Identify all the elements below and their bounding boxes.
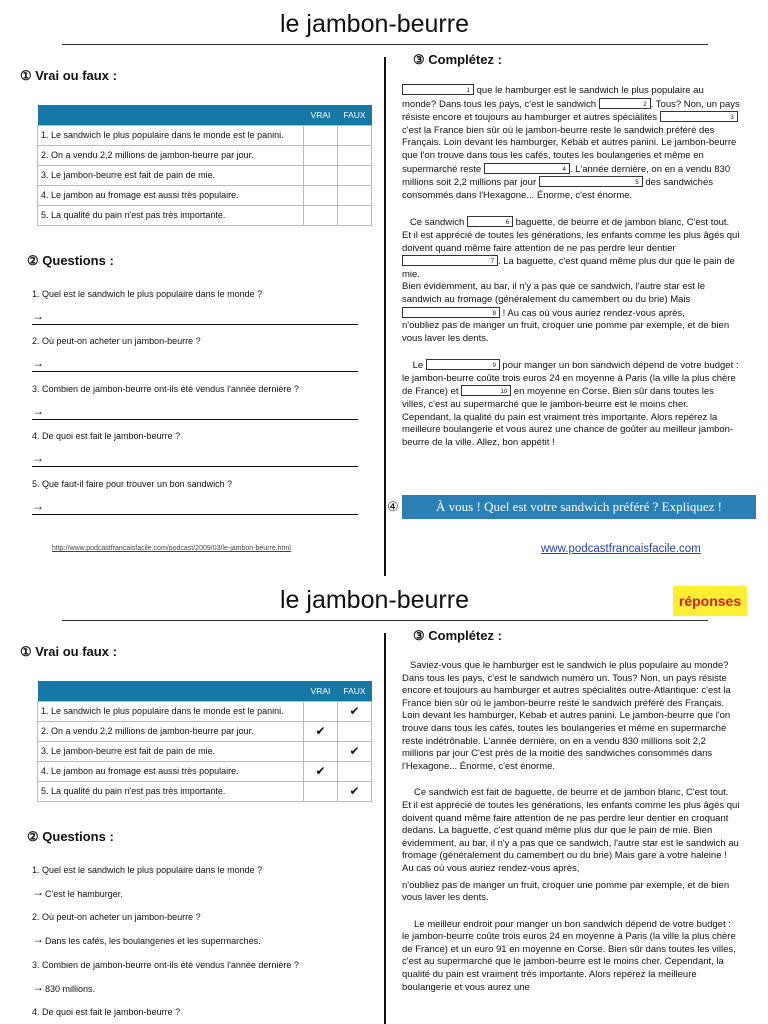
cloze-text: 1 que le hamburger est le sandwich le plus populaire au monde? Dans tous les pays, c'est le sandwich 2 . Tous? Non, un pays résiste encore et toujours au hamburger et autres spécialités 3 c'est la France bien sûr où le jambon-beurre reste le sandwich préféré des Français. Loin devant les hamburger, Kebab et autres panini. Le jambon-beurre que l'on trouve dans tous les cafés, toutes les boulangeries et même en supermarché reste 4 . L'année dernière, on en a vendu 830 millions soit 2,2 millions par jour 5 des sandwiches consommés dans l'Hexagone... Énorme, c'est énorme. Ce sandwich 6 baguette, de beurre et de jambon blanc, C'est tout. Et il est apprécié de toutes les générations, les enfants comme les plus âgés qui doivent quand même faire attention de ne pas perdre leur dentier 7 . La baguette, c'est quand même plus dur que le pain de mie. Bien évidemment, au bar, il n'y a pas que ce sandwich, l'autre star est le sandwich au fromage (généralement du camembert ou du brie) Mais 8 ! Au cas où vous auriez rendez-vous après, n'oubliez pas de manger un fruit, croquer une pomme par exemple, et de bien vous laver les dents. Le 9 pour manger un bon sandwich dépend de votre budget : le jambon-beurre coûte trois euros 24 en moyenne à Paris (la ville la plus chère de France) et 10 en moyenne en Corse. Bien sûr dans toutes les villes, c'est au supermarché que le jambon-beurre est le moins cher. Cependant, la qualité du pain est vraiment très importante. Alors repérez la meilleure boulangerie et vous aurez une chance de goûter au meilleur jambon-beurre de la ville. Allez, bon appétit ! [402,85,740,448]
section-questions-heading: ② Questions : [27,829,114,844]
statement: 2. On a vendu 2,2 millions de jambon-beurre par jour. [38,145,304,165]
divider [62,44,708,45]
answer-line[interactable] [32,406,358,420]
check-icon[interactable]: ✔ [338,701,372,721]
table-row [38,741,372,761]
statement: 1. Le sandwich le plus populaire dans le monde est le panini. [38,125,304,145]
answer-line[interactable] [32,982,358,996]
statement: 3. Le jambon-beurre est fait de pain de mie. [38,741,304,761]
check-icon[interactable] [304,741,338,761]
source-link[interactable]: http://www.podcastfrancaisfacile.com/podcast/2009/03/le-jambon-beurre.html [52,545,291,552]
vrai-header: VRAI [304,681,338,701]
solution-text: Saviez-vous que le hamburger est le sandwich le plus populaire au monde? Dans tous les pays, c'est le sandwich numéro un. Tous? Non, un pays résiste encore et toujours au hamburger et autres spécialités outre-Atlantique: c'est la France bien sûr où le jambon-beurre reste le sandwich préféré des Français. Loin devant les hamburger, Kebab et autres panini. Le jambon-beurre que l'on trouve dans tous les cafés, toutes les boulangeries et même en supermarché reste indétrônable. L'année dernière, on en a vendu 830 millions soit 2,2 millions par jour C'est près de la moitié des sandwiches consommés dans l'Hexagone... Énorme, c'est énorme. Ce sandwich est fait de baguette, de beurre et de jambon blanc, C'est tout. Et il est apprécié de toutes les générations, les enfants comme les plus âgés qui doivent quand même faire attention de ne pas perdre leur dentier en croquant dedans. La baguette, c'est quand même plus dur que le pain de mie. Bien évidemment, au bar, il n'y a pas que ce sandwich, l'autre star est le sandwich au fromage (généralement du camembert ou du brie) Mais gare à votre haleine ! Au cas où vous auriez rendez-vous après, n'oubliez pas de manger un fruit, croquer une pomme par exemple, et de bien vous laver les dents. Le meilleur endroit pour manger un bon sandwich dépend de votre budget : le jambon-beurre coûte trois euros 24 en moyenne à Paris (la ville la plus chère de France) et un euro 91 en moyenne en Corse. Bien sûr dans toutes les villes, c'est au supermarché que le jambon-beurre est le moins cher. Cependant, la qualité du pain est vraiment très importante. Alors repérez la meilleure boulangerie et vous aurez une [402,660,740,993]
statement: 4. Le jambon au fromage est aussi très populaire. [38,185,304,205]
check-icon[interactable]: ✔ [338,741,372,761]
statement: 1. Le sandwich le plus populaire dans le monde est le panini. [38,701,304,721]
faux-cell[interactable] [338,145,372,165]
table-row [38,125,372,145]
column-divider [384,57,386,576]
vrai-faux-table [37,681,372,802]
table-row [38,761,372,781]
table-row [38,701,372,721]
faux-cell[interactable] [338,205,372,225]
section-completez-heading: ③ Complétez : [413,52,502,67]
question: 1. Quel est le sandwich le plus populaire dans le monde ? [32,289,263,299]
answer-line[interactable] [32,453,358,467]
vrai-cell[interactable] [304,125,338,145]
check-icon[interactable] [304,781,338,801]
site-link[interactable]: www.podcastfrancaisfacile.com [541,543,701,555]
table-row [38,205,372,225]
check-icon[interactable] [338,721,372,741]
vrai-cell[interactable] [304,145,338,165]
arrow-icon: → [32,932,44,946]
statement: 4. Le jambon au fromage est aussi très populaire. [38,761,304,781]
question: 3. Combien de jambon-beurre ont-ils été vendus l'année dernière ? [32,960,299,970]
table-row [38,145,372,165]
section-4-number: ④ [387,499,399,514]
arrow-icon: → [32,885,44,899]
vrai-faux-table [37,105,372,226]
answers-badge: réponses [673,586,747,616]
blank-input[interactable]: 10 [461,385,511,396]
question: 4. De quoi est fait le jambon-beurre ? [32,431,181,441]
page-title: le jambon-beurre [280,10,469,38]
page-title: le jambon-beurre [280,586,469,614]
answer-line[interactable] [32,887,358,901]
answer-line[interactable] [32,358,358,372]
statement: 5. La qualité du pain n'est pas très importante. [38,205,304,225]
arrow-icon: → [32,404,44,418]
check-icon[interactable]: ✔ [304,761,338,781]
check-icon[interactable]: ✔ [304,721,338,741]
check-icon[interactable] [304,701,338,721]
check-icon[interactable]: ✔ [338,781,372,801]
answer-line[interactable] [32,934,358,948]
statement: 2. On a vendu 2,2 millions de jambon-beurre par jour. [38,721,304,741]
blank-input[interactable]: 5 [539,176,643,187]
vrai-cell[interactable] [304,165,338,185]
blank-input[interactable]: 9 [426,359,500,370]
expression-prompt-banner: À vous ! Quel est votre sandwich préféré ? Expliquez ! [402,495,756,519]
column-divider [384,633,386,1024]
faux-cell[interactable] [338,125,372,145]
faux-header: FAUX [338,105,372,125]
check-icon[interactable] [338,761,372,781]
answer-line[interactable] [32,501,358,515]
blank-input[interactable]: 1 [402,84,474,95]
faux-cell[interactable] [338,165,372,185]
arrow-icon: → [32,309,44,323]
arrow-icon: → [32,356,44,370]
blank-input[interactable]: 3 [660,111,738,122]
blank-input[interactable]: 2 [599,98,651,109]
answer-sheet [0,576,768,1024]
table-row [38,165,372,185]
vrai-header: VRAI [304,105,338,125]
answer-text: Dans les cafés, les boulangeries et les supermarchés. [45,936,261,946]
blank-input[interactable]: 8 [402,307,500,318]
section-completez-heading: ③ Complétez : [413,628,502,643]
question: 4. De quoi est fait le jambon-beurre ? [32,1007,181,1017]
arrow-icon: → [32,499,44,513]
statement: 3. Le jambon-beurre est fait de pain de mie. [38,165,304,185]
question: 2. Où peut-on acheter un jambon-beurre ? [32,912,201,922]
answer-line[interactable] [32,311,358,325]
vrai-cell[interactable] [304,205,338,225]
divider [62,620,708,621]
faux-cell[interactable] [338,185,372,205]
statement: 5. La qualité du pain n'est pas très importante. [38,781,304,801]
blank-input[interactable]: 4 [484,163,570,174]
blank-input[interactable]: 6 [467,216,513,227]
question: 5. Que faut-il faire pour trouver un bon sandwich ? [32,479,233,489]
vrai-cell[interactable] [304,185,338,205]
section-vrai-faux-heading: ① Vrai ou faux : [20,644,117,659]
faux-header: FAUX [338,681,372,701]
section-questions-heading: ② Questions : [27,253,114,268]
question: 2. Où peut-on acheter un jambon-beurre ? [32,336,201,346]
blank-input[interactable]: 7 [402,255,498,266]
answer-text: 830 millions. [45,984,96,994]
arrow-icon: → [32,451,44,465]
answer-text: C'est le hamburger. [45,889,123,899]
table-row [38,721,372,741]
table-row [38,781,372,801]
section-vrai-faux-heading: ① Vrai ou faux : [20,68,117,83]
arrow-icon: → [32,980,44,994]
table-row [38,185,372,205]
question: 1. Quel est le sandwich le plus populaire dans le monde ? [32,865,263,875]
question: 3. Combien de jambon-beurre ont-ils été vendus l'année dernière ? [32,384,299,394]
